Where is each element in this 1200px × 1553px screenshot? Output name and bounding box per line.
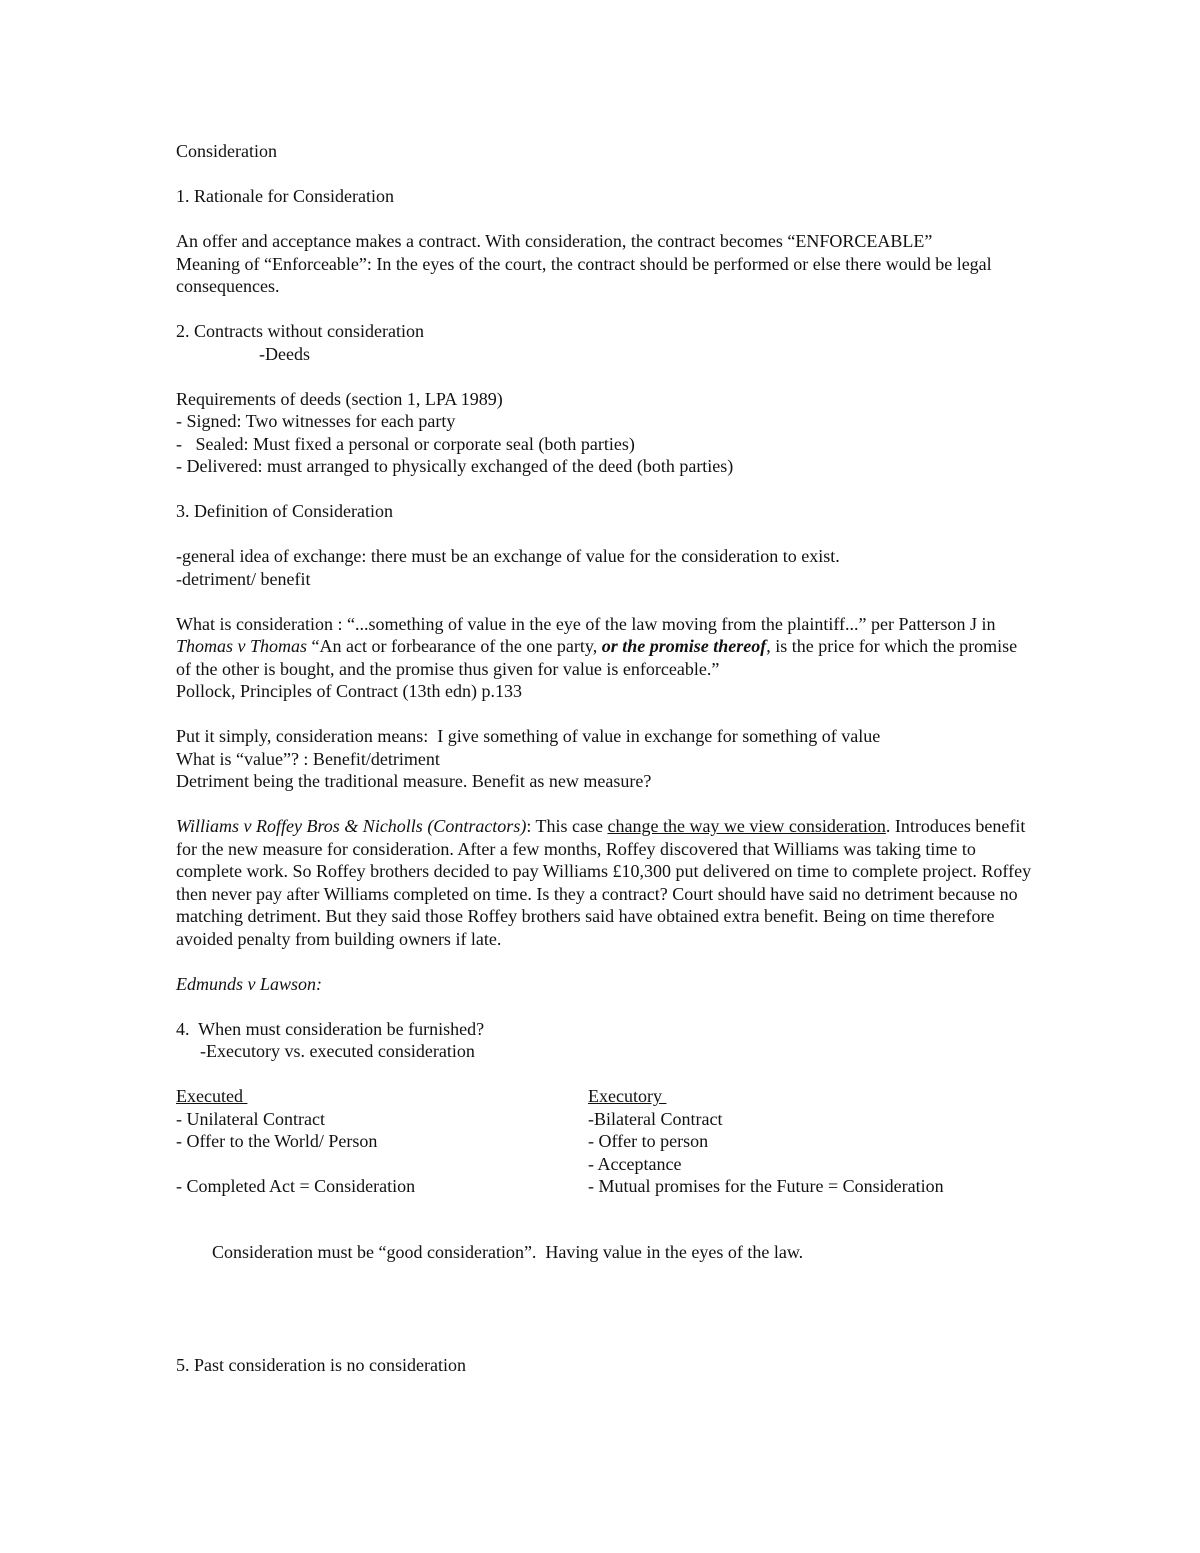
- definition-quote-part-1: What is consideration : “...something of value in the eye of the law moving from the plaintiff...” per Patterson J in: [176, 613, 996, 634]
- definition-quote-emphasis: or the promise thereof: [601, 636, 767, 656]
- definition-quote-paragraph: [176, 613, 1036, 681]
- definition-quote-part-3: , is the price for which the promise of the other is bought, and the promise thus given for value is enforceable.”: [176, 636, 1018, 679]
- executed-column: [176, 1085, 588, 1198]
- williams-text-intro: : This case: [526, 816, 608, 836]
- deeds-requirement-signed: - Signed: Two witnesses for each party: [176, 411, 456, 431]
- document-title: Consideration: [176, 141, 277, 161]
- williams-underlined-text: change the way we view consideration: [607, 816, 886, 836]
- measure-note: Detriment being the traditional measure. Benefit as new measure?: [176, 771, 652, 791]
- good-consideration-note: Consideration must be “good consideration”. Having value in the eyes of the law.: [212, 1242, 804, 1262]
- deeds-requirements-heading: Requirements of deeds (section 1, LPA 1989): [176, 388, 503, 409]
- williams-v-roffey-paragraph: [176, 815, 1036, 950]
- executed-item: - Completed Act = Consideration: [176, 1176, 416, 1196]
- value-question: What is “value”? : Benefit/detriment: [176, 748, 440, 769]
- executory-item: -Bilateral Contract: [588, 1108, 723, 1129]
- executory-item: - Mutual promises for the Future = Consideration: [588, 1176, 944, 1196]
- deeds-requirement-delivered: - Delivered: must arranged to physically exchanged of the deed (both parties): [176, 456, 734, 476]
- pollock-source: Pollock, Principles of Contract (13th edn) p.133: [176, 681, 522, 701]
- thomas-v-thomas-case: Thomas v Thomas: [176, 636, 308, 656]
- document-page: [176, 140, 1036, 1376]
- executory-heading: Executory: [588, 1086, 667, 1106]
- section-3-heading: 3. Definition of Consideration: [176, 501, 393, 521]
- williams-v-roffey-case: Williams v Roffey Bros & Nicholls (Contractors): [176, 816, 527, 836]
- section-1-heading: 1. Rationale for Consideration: [176, 186, 394, 206]
- section-4-heading: 4. When must consideration be furnished?: [176, 1018, 485, 1039]
- deeds-requirement-sealed: - Sealed: Must fixed a personal or corporate seal (both parties): [176, 433, 635, 454]
- executed-heading: Executed: [176, 1086, 248, 1106]
- simple-meaning: Put it simply, consideration means: I give something of value in exchange for something of value: [176, 726, 881, 746]
- williams-text-body: . Introduces benefit for the new measure for consideration. After a few months, Roffey discovered that Williams was taking time to complete work. So Roffey brothers decided to pay Williams £10,300 put delivered on time to complete project. Roffey then never pay after Williams completed on time. Is they a contract? Court should have said no detriment because no matching detriment. But they said those Roffey brothers said have obtained extra benefit. Being on time therefore avoided penalty from building owners if late.: [176, 816, 1032, 949]
- detriment-benefit-bullet: -detriment/ benefit: [176, 568, 311, 589]
- executed-item: - Unilateral Contract: [176, 1108, 325, 1129]
- executory-column: [588, 1085, 1036, 1198]
- executed-item-empty: [176, 1153, 588, 1176]
- section-1-paragraph-2: Meaning of “Enforceable”: In the eyes of the court, the contract should be performed or else there would be legal consequences.: [176, 253, 992, 296]
- executed-executory-comparison: [176, 1085, 1036, 1198]
- executory-item: - Acceptance: [588, 1153, 682, 1174]
- edmunds-v-lawson-title: Edmunds v Lawson:: [176, 973, 323, 994]
- section-5-heading: 5. Past consideration is no consideration: [176, 1354, 466, 1375]
- edmunds-v-lawson-case: [176, 973, 1036, 996]
- exchange-bullet: -general idea of exchange: there must be an exchange of value for the consideration to exist.: [176, 546, 840, 566]
- section-4-subheading: -Executory vs. executed consideration: [200, 1041, 475, 1061]
- section-2-heading: 2. Contracts without consideration: [176, 321, 424, 341]
- section-2-subheading: -Deeds: [259, 343, 310, 364]
- executed-item: - Offer to the World/ Person: [176, 1131, 378, 1151]
- section-1-paragraph-1: An offer and acceptance makes a contract. With consideration, the contract becomes “ENFORCEABLE”: [176, 231, 933, 251]
- definition-quote-part-2: “An act or forbearance of the one party,: [307, 636, 602, 656]
- executory-item: - Offer to person: [588, 1131, 709, 1151]
